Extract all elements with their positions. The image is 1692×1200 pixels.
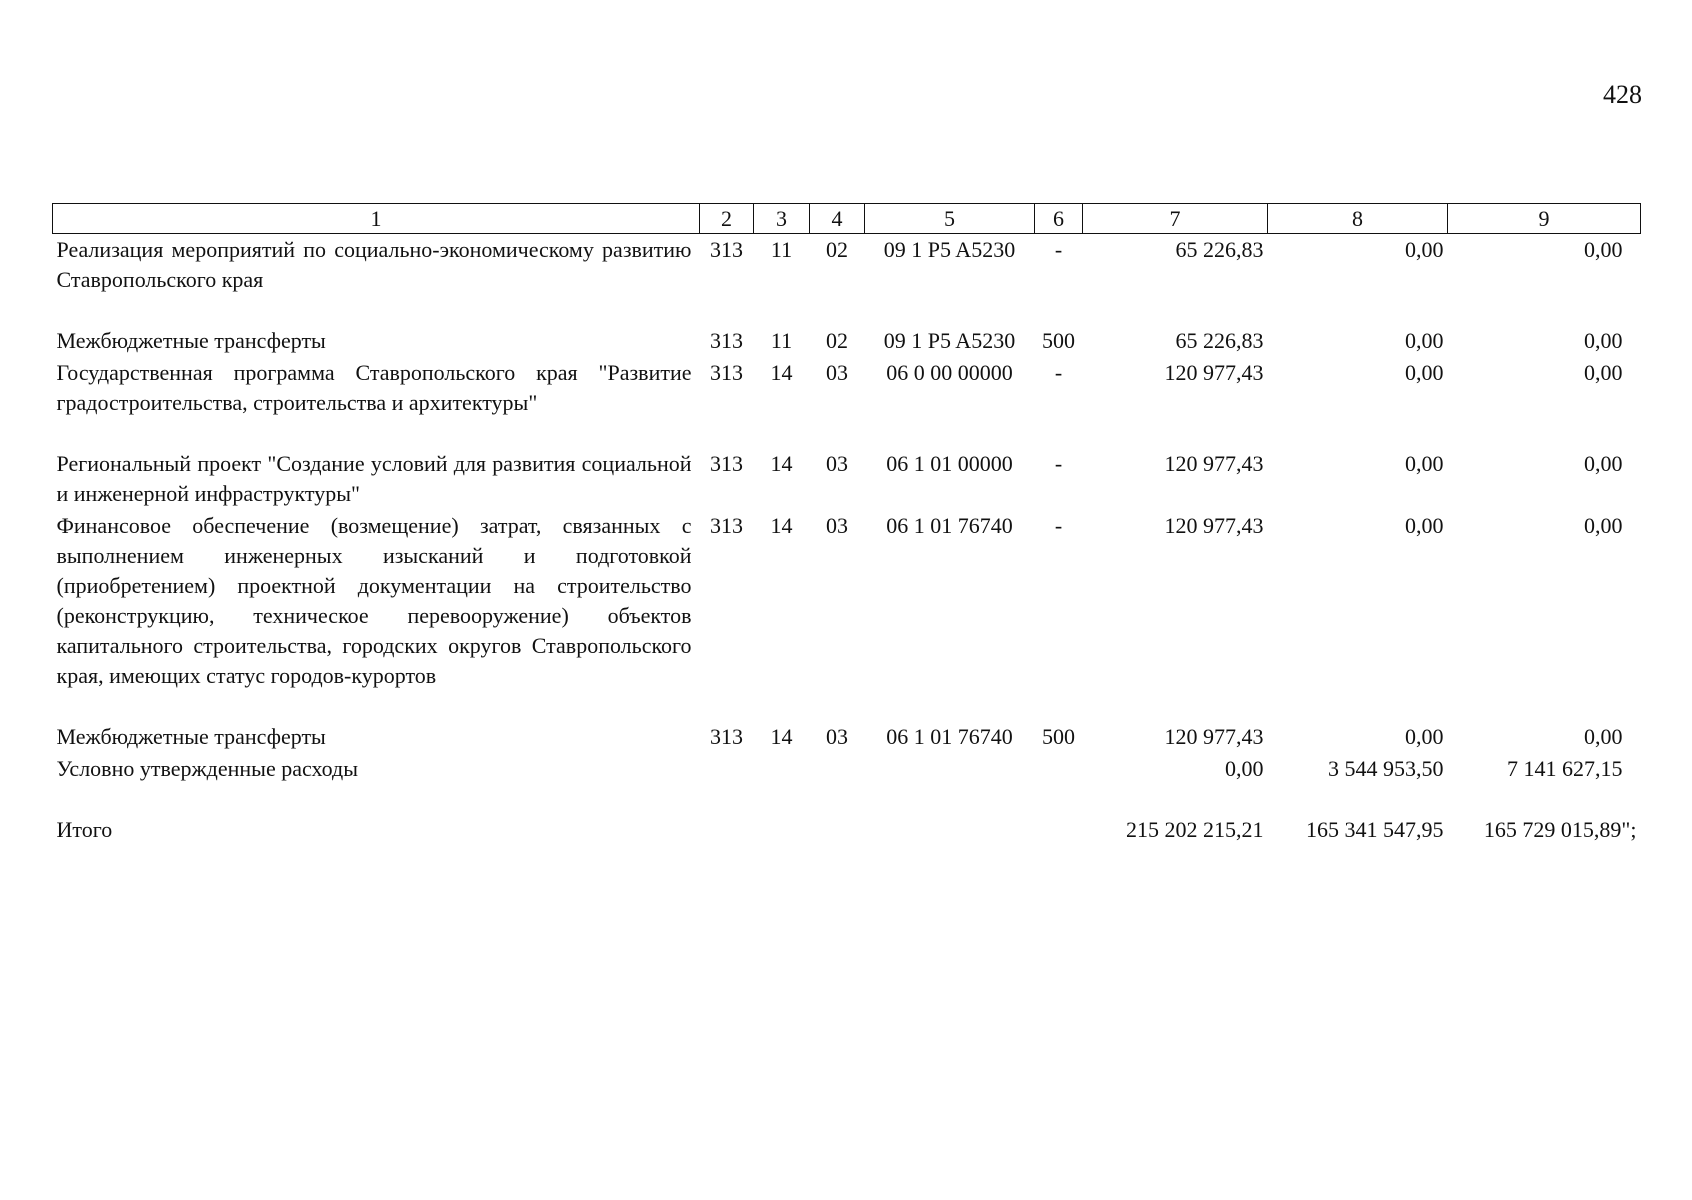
row-col-9: 0,00: [1584, 724, 1623, 749]
row-name: Реализация мероприятий по социально-экономическому развитию Ставропольского края: [56, 237, 692, 292]
header-col-9: 9: [1448, 204, 1641, 234]
row-col-6: [1035, 753, 1083, 814]
table-row: [53, 234, 1641, 326]
row-col-4: 03: [826, 724, 848, 749]
row-col-2: 313: [710, 237, 743, 262]
total-col-8: 165 341 547,95: [1306, 817, 1444, 842]
table-row: [53, 448, 1641, 510]
row-col-3: 14: [770, 724, 793, 749]
row-col-4: 02: [826, 237, 848, 262]
row-col-9: 0,00: [1584, 328, 1623, 353]
row-name: Межбюджетные трансферты: [56, 724, 326, 749]
row-col-8: 0,00: [1405, 513, 1444, 538]
row-col-6: 500: [1042, 724, 1075, 749]
row-col-3: 11: [770, 328, 793, 353]
budget-table: [52, 203, 1641, 846]
row-col-3: 14: [770, 451, 793, 476]
row-col-5: 06 1 01 00000: [886, 451, 1013, 476]
row-col-6: -: [1054, 513, 1063, 538]
header-col-1: 1: [53, 204, 700, 234]
row-name: Межбюджетные трансферты: [56, 328, 326, 353]
row-col-7: 120 977,43: [1164, 513, 1264, 538]
row-col-7: 120 977,43: [1164, 360, 1264, 385]
row-col-7: 65 226,83: [1175, 328, 1264, 353]
header-col-2: 2: [700, 204, 754, 234]
row-col-8: 3 544 953,50: [1328, 756, 1444, 781]
row-col-9: 7 141 627,15: [1507, 756, 1623, 781]
table-row: [53, 721, 1641, 753]
total-label: Итого: [56, 817, 113, 842]
row-col-5: 06 1 01 76740: [886, 513, 1013, 538]
header-col-5: 5: [865, 204, 1035, 234]
row-col-6: -: [1054, 237, 1063, 262]
row-col-8: 0,00: [1405, 451, 1444, 476]
row-col-6: -: [1054, 451, 1063, 476]
row-col-4: 02: [826, 328, 848, 353]
row-col-8: 0,00: [1405, 237, 1444, 262]
page-number: 428: [1603, 80, 1642, 109]
row-col-4: 03: [826, 451, 848, 476]
row-col-9: 0,00: [1584, 360, 1623, 385]
table-row: [53, 357, 1641, 448]
row-col-3: [754, 753, 810, 814]
row-col-5: [865, 814, 1035, 846]
row-col-3: 11: [770, 237, 793, 262]
row-col-5: [865, 753, 1035, 814]
row-col-3: [754, 814, 810, 846]
row-col-6: -: [1054, 360, 1063, 385]
row-col-2: [700, 814, 754, 846]
row-col-7: 120 977,43: [1164, 451, 1264, 476]
header-col-4: 4: [810, 204, 865, 234]
row-col-6: [1035, 814, 1083, 846]
total-col-7: 215 202 215,21: [1126, 817, 1264, 842]
row-col-4: [810, 814, 865, 846]
header-col-6: 6: [1035, 204, 1083, 234]
row-col-2: 313: [710, 724, 743, 749]
row-col-6: 500: [1042, 328, 1075, 353]
row-col-8: 0,00: [1405, 724, 1444, 749]
row-col-2: 313: [710, 513, 743, 538]
row-col-3: 14: [770, 360, 793, 385]
header-row: [53, 204, 1641, 234]
row-name: Условно утвержденные расходы: [56, 756, 358, 781]
row-col-2: [700, 753, 754, 814]
row-col-4: 03: [826, 513, 848, 538]
row-col-8: 0,00: [1405, 328, 1444, 353]
table-row: [53, 510, 1641, 721]
row-col-3: 14: [770, 513, 793, 538]
row-col-4: 03: [826, 360, 848, 385]
row-name: Финансовое обеспечение (возмещение) затрат, связанных с выполнением инженерных изысканий и подготовкой (приобретением) проектной документации на строительство (реконструкцию, техническое перевооружение) объектов капитального строительства, городских округов Ставропольского края, имеющих статус городов-курортов: [56, 513, 692, 688]
row-col-5: 09 1 P5 A5230: [883, 237, 1016, 262]
row-col-9: 0,00: [1584, 237, 1623, 262]
row-col-7: 120 977,43: [1164, 724, 1264, 749]
row-col-9: 0,00: [1584, 513, 1623, 538]
table-row: [53, 753, 1641, 814]
row-col-5: 06 1 01 76740: [886, 724, 1013, 749]
header-col-3: 3: [754, 204, 810, 234]
row-name: Региональный проект "Создание условий для развития социальной и инженерной инфраструктуры": [56, 451, 692, 506]
total-col-9: 165 729 015,89";: [1483, 817, 1637, 842]
row-col-7: 65 226,83: [1175, 237, 1264, 262]
row-col-8: 0,00: [1405, 360, 1444, 385]
row-col-2: 313: [710, 360, 743, 385]
header-col-8: 8: [1268, 204, 1448, 234]
row-col-7: 0,00: [1225, 756, 1264, 781]
row-col-2: 313: [710, 451, 743, 476]
total-row: [53, 814, 1641, 846]
row-name: Государственная программа Ставропольского края "Развитие градостроительства, строительства и архитектуры": [56, 360, 692, 415]
row-col-9: 0,00: [1584, 451, 1623, 476]
row-col-2: 313: [710, 328, 743, 353]
row-col-5: 06 0 00 00000: [886, 360, 1013, 385]
row-col-4: [810, 753, 865, 814]
table-row: [53, 325, 1641, 357]
header-col-7: 7: [1083, 204, 1268, 234]
row-col-5: 09 1 P5 A5230: [883, 328, 1016, 353]
